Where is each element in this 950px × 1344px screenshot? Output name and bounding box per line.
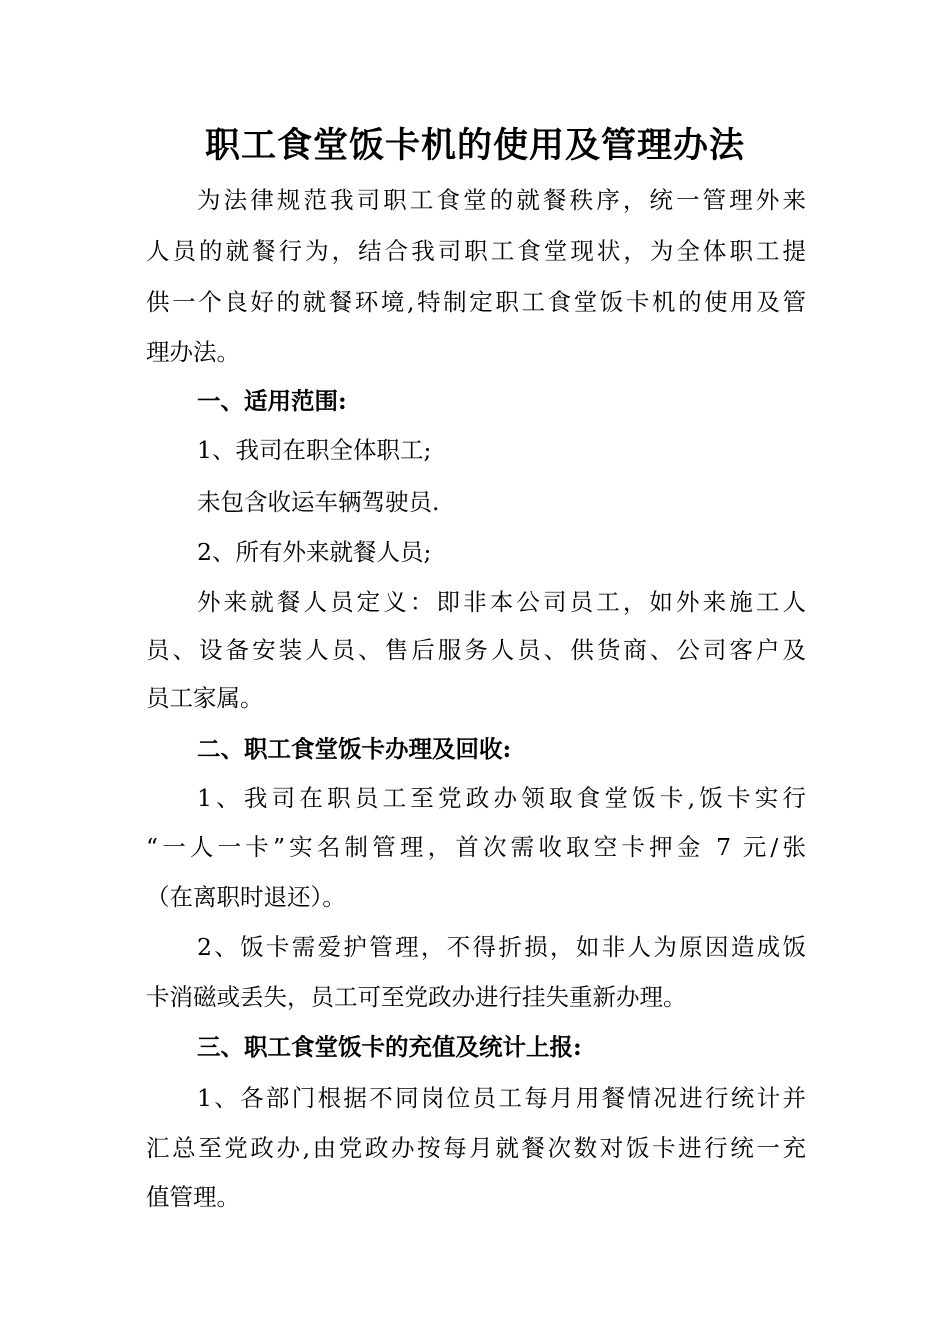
list-item: 2、所有外来就餐人员; (197, 538, 432, 566)
paragraph-line: 值管理。 (146, 1183, 240, 1211)
paragraph-line: “一人一卡”实名制管理，首次需收取空卡押金 7 元/张 (146, 833, 806, 861)
document-title: 职工食堂饭卡机的使用及管理办法 (204, 125, 745, 166)
section-heading: 一、适用范围: (197, 387, 347, 415)
paragraph-line: （在离职时退还）。 (146, 883, 346, 911)
intro-line: 人员的就餐行为，结合我司职工食堂现状，为全体职工提 (146, 237, 806, 265)
intro-line: 为法律规范我司职工食堂的就餐秩序，统一管理外来 (197, 186, 806, 214)
section-heading: 二、职工食堂饭卡办理及回收: (197, 735, 512, 763)
section-heading: 三、职工食堂饭卡的充值及统计上报: (197, 1033, 582, 1061)
intro-line: 供一个良好的就餐环境,特制定职工食堂饭卡机的使用及管 (146, 288, 806, 316)
definition-line: 员、设备安装人员、售后服务人员、供货商、公司客户及 (146, 636, 806, 664)
intro-line: 理办法。 (146, 338, 240, 366)
paragraph-line: 1、我司在职员工至党政办领取食堂饭卡,饭卡实行 (197, 784, 806, 812)
paragraph-line: 汇总至党政办,由党政办按每月就餐次数对饭卡进行统一充 (146, 1134, 806, 1162)
definition-line: 员工家属。 (146, 684, 264, 712)
list-item: 1、我司在职全体职工; (197, 436, 432, 464)
paragraph-line: 2、饭卡需爱护管理，不得折损，如非人为原因造成饭 (197, 933, 806, 961)
definition-line: 外来就餐人员定义：即非本公司员工，如外来施工人 (197, 588, 806, 616)
note-text: 未包含收运车辆驾驶员. (197, 488, 440, 516)
paragraph-line: 1、各部门根据不同岗位员工每月用餐情况进行统计并 (197, 1084, 806, 1112)
paragraph-line: 卡消磁或丢失，员工可至党政办进行挂失重新办理。 (146, 983, 687, 1011)
